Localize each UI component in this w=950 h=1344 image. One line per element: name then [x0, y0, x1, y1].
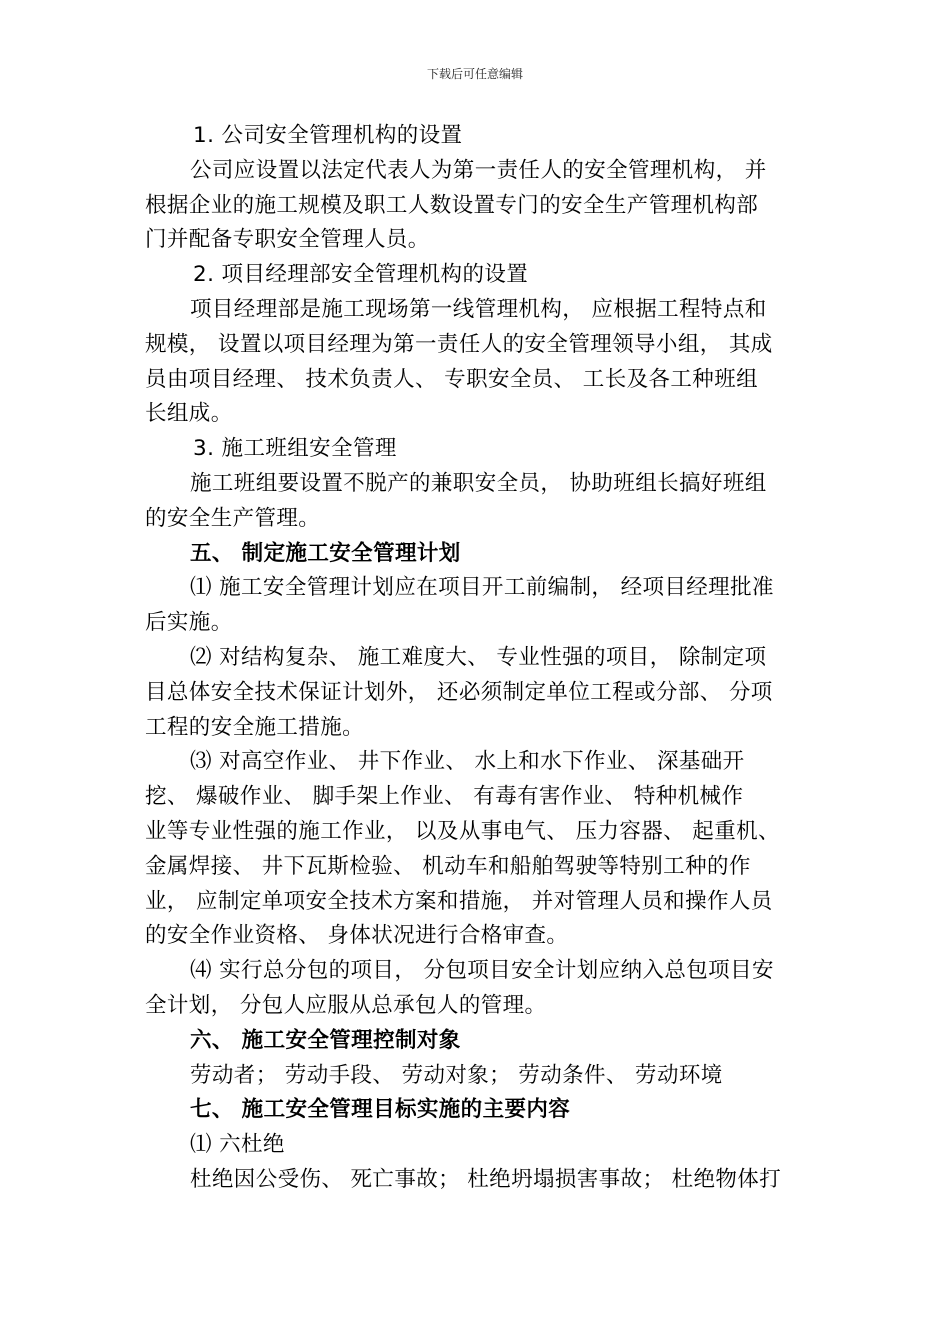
text-line: 规模， 设置以项目经理为第一责任人的安全管理领导小组， 其成: [145, 331, 773, 357]
text-line: 工程的安全施工措施。: [145, 714, 365, 740]
text-line: 劳动者； 劳动手段、 劳动对象； 劳动条件、 劳动环境: [190, 1062, 723, 1088]
text-line: 杜绝因公受伤、 死亡事故； 杜绝坍塌损害事故； 杜绝物体打: [190, 1167, 782, 1192]
text-line: 业， 应制定单项安全技术方案和措施， 并对管理人员和操作人员: [145, 888, 773, 914]
text-line: 员由项目经理、 技术负责人、 专职安全员、 工长及各工种班组: [145, 366, 759, 392]
section-heading: 七、 施工安全管理目标实施的主要内容: [190, 1097, 571, 1123]
text-line: ⑴ 六杜绝: [190, 1132, 285, 1158]
text-line: 长组成。: [145, 401, 233, 427]
text-line: ⑴ 施工安全管理计划应在项目开工前编制， 经项目经理批准: [190, 575, 774, 601]
text-line: 公司应设置以法定代表人为第一责任人的安全管理机构， 并: [190, 157, 767, 183]
text-line: 目总体安全技术保证计划外， 还必须制定单位工程或分部、 分项: [145, 679, 773, 705]
text-line: ⑷ 实行总分包的项目， 分包项目安全计划应纳入总包项目安: [190, 958, 774, 984]
text-line: 后实施。: [145, 610, 233, 636]
text-line: 的安全作业资格、 身体状况进行合格审查。: [145, 923, 569, 949]
text-line: 2. 项目经理部安全管理机构的设置: [193, 262, 529, 288]
section-heading: 六、 施工安全管理控制对象: [190, 1027, 461, 1053]
text-line: 施工班组要设置不脱产的兼职安全员， 协助班组长搞好班组: [190, 471, 767, 496]
text-line: 全计划， 分包人应服从总承包人的管理。: [145, 993, 547, 1018]
text-line: 挖、 爆破作业、 脚手架上作业、 有毒有害作业、 特种机械作: [145, 784, 744, 810]
text-line: 根据企业的施工规模及职工人数设置专门的安全生产管理机构部: [145, 192, 759, 218]
page-header-note: 下载后可任意编辑: [426, 67, 523, 81]
text-line: 项目经理部是施工现场第一线管理机构， 应根据工程特点和: [190, 297, 767, 322]
text-line: ⑵ 对结构复杂、 施工难度大、 专业性强的项目， 除制定项: [190, 645, 767, 670]
text-line: 的安全生产管理。: [145, 505, 321, 531]
text-line: ⑶ 对高空作业、 井下作业、 水上和水下作业、 深基础开: [190, 749, 745, 775]
section-heading: 五、 制定施工安全管理计划: [190, 540, 461, 566]
text-line: 1. 公司安全管理机构的设置: [193, 123, 463, 148]
text-line: 门并配备专职安全管理人员。: [145, 227, 430, 253]
text-line: 3. 施工班组安全管理: [193, 436, 397, 462]
text-line: 业等专业性强的施工作业， 以及从事电气、 压力容器、 起重机、: [145, 819, 780, 844]
text-line: 金属焊接、 井下瓦斯检验、 机动车和船舶驾驶等特别工种的作: [145, 853, 751, 879]
